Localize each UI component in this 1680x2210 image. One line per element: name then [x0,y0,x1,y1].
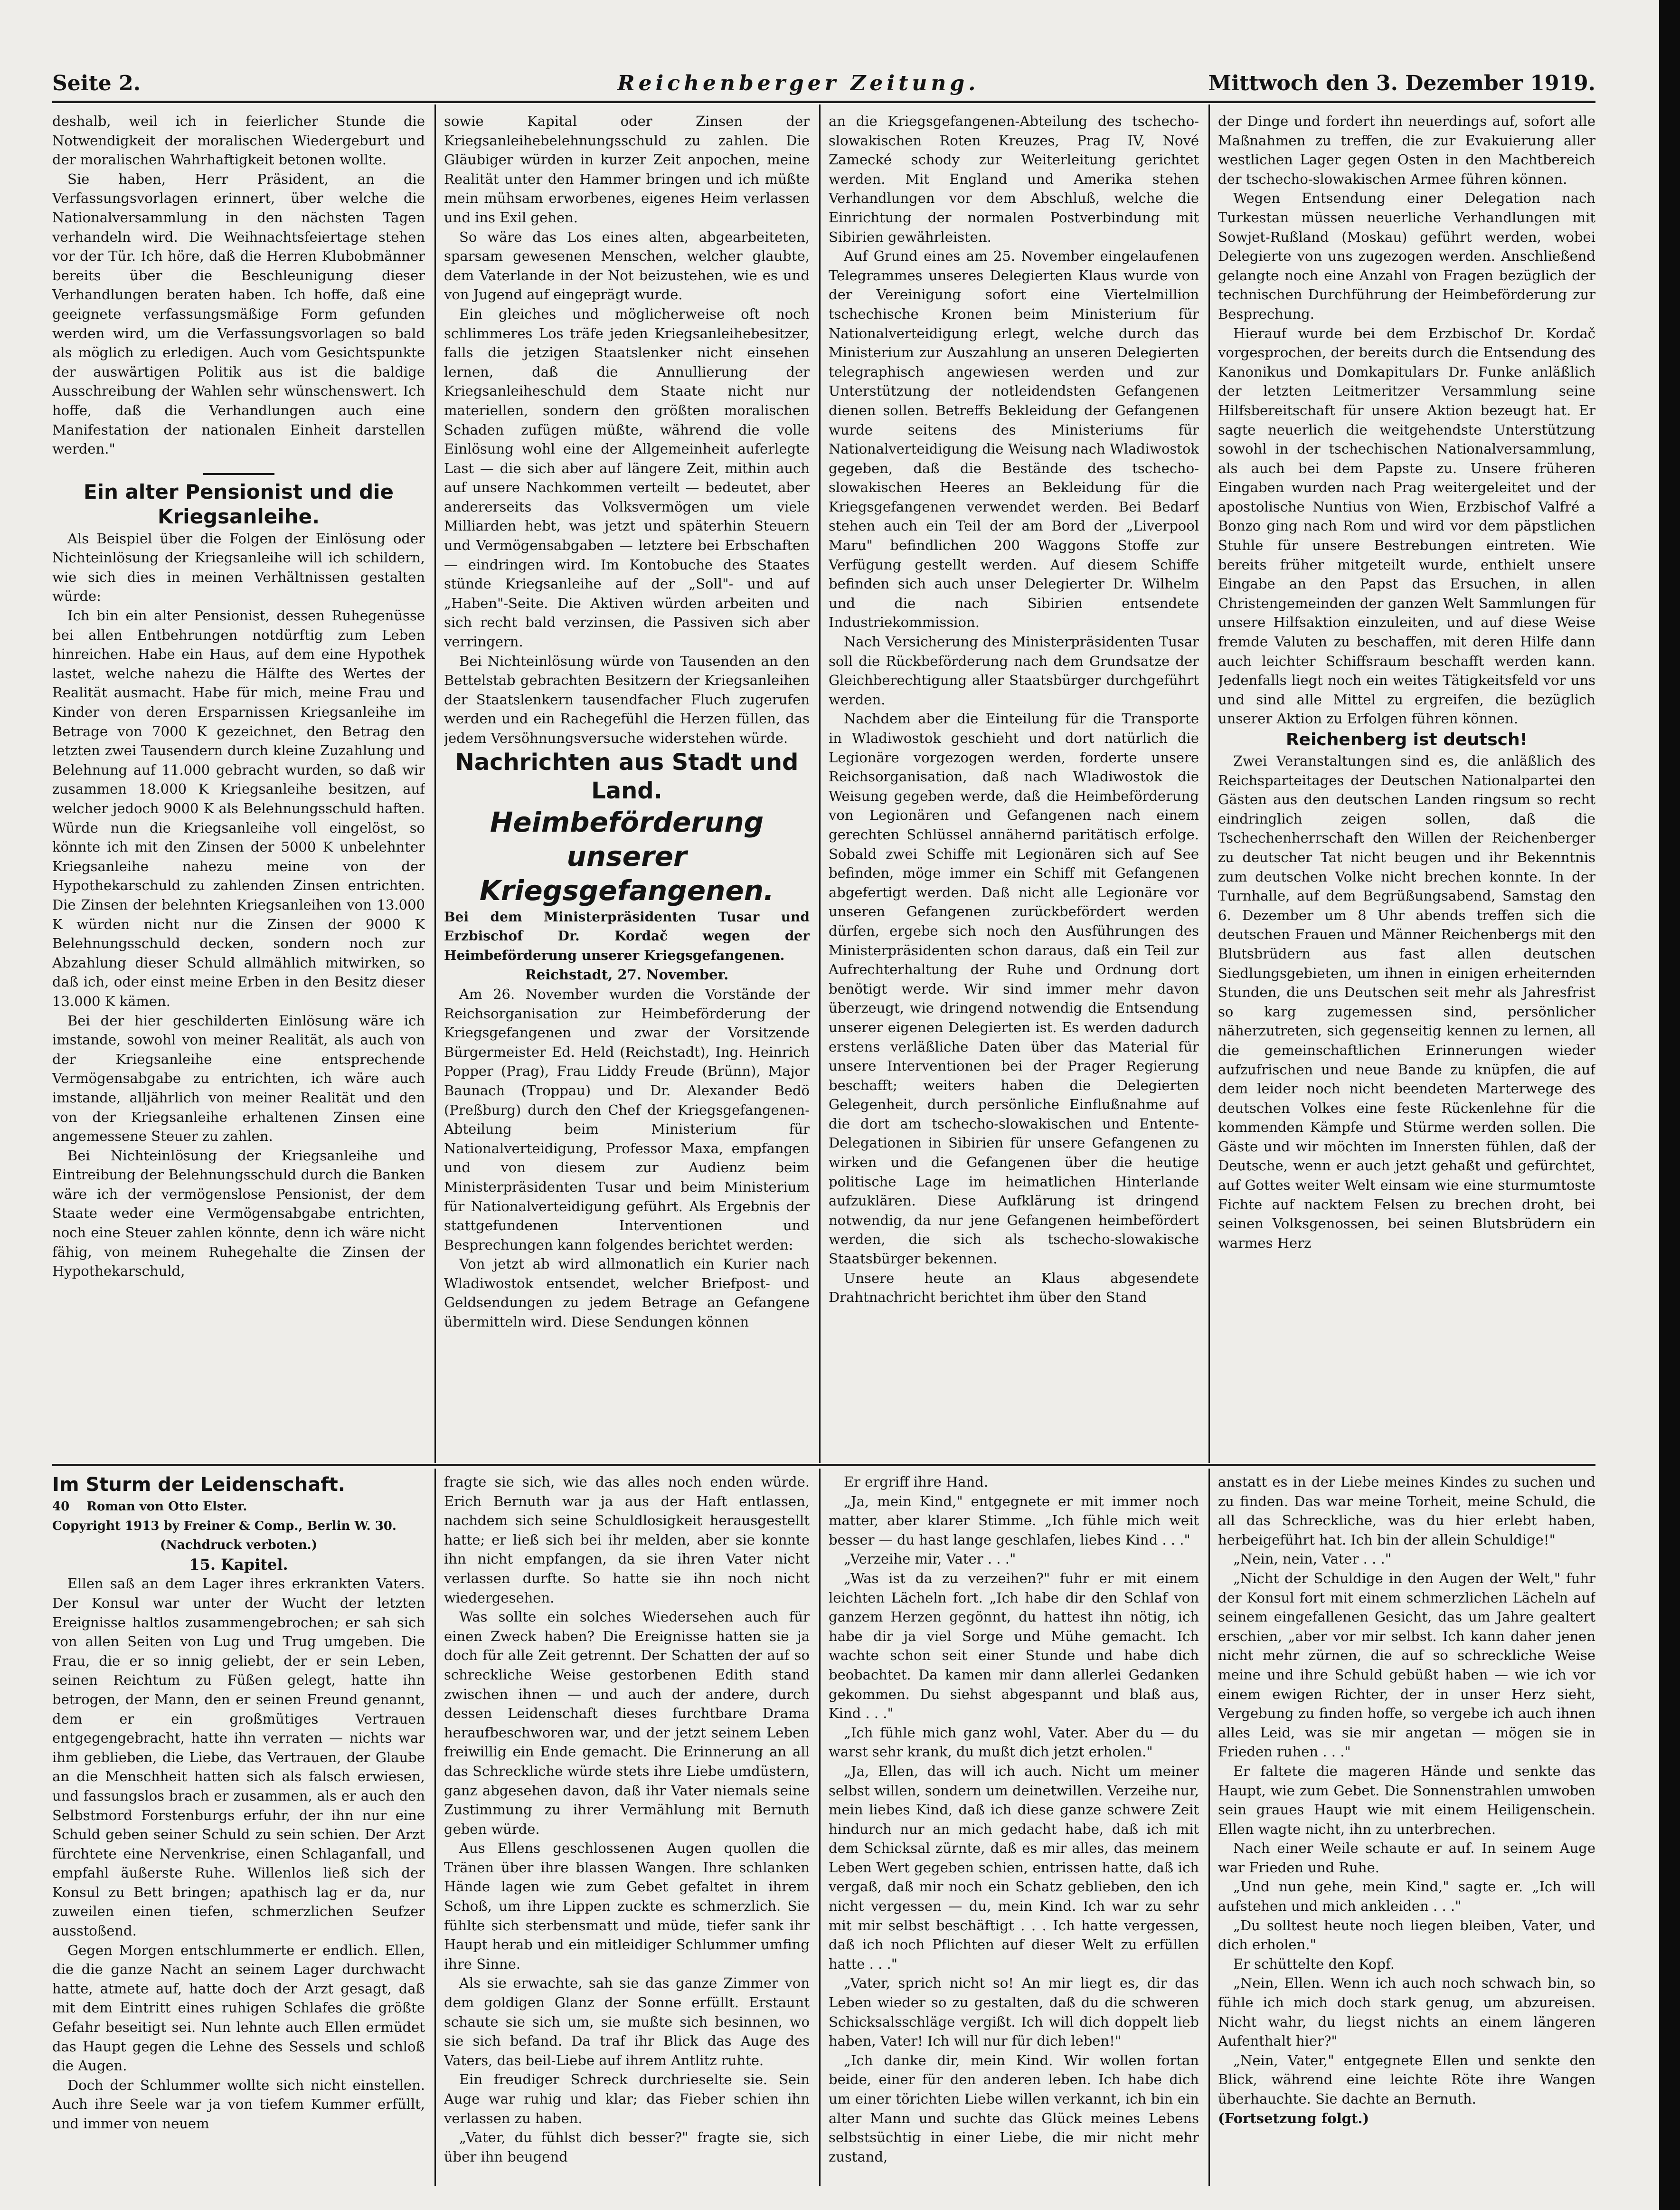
paragraph: „Du solltest heute noch liegen bleiben, Vater, und dich erholen." [1218,1917,1595,1953]
paragraph: Am 26. November wurden die Vorstände der Reichsorganisation zur Heimbeförderung der Kriegsgefangenen und zwar der Vorsitzende Bürgermeister Ed. Held (Reichstadt), Ing. Heinrich Popper (Prag), Frau Liddy Freude (Brünn), Major Baunach (Troppau) und Dr. Alexander Bedö (Preßburg) durch den Chef der Kriegsgefangenen-Abteilung beim Ministerium für Nationalverteidigung, Professor Maxa, empfangen und von diesem zur Audienz beim Ministerpräsidenten Tusar und beim Ministerium für Nationalverteidigung geführt. Als Ergebnis der stattgefundenen Interventionen und Besprechungen kann folgendes berichtet werden: [444,986,810,1253]
paragraph: Wegen Entsendung einer Delegation nach Turkestan müssen neuerliche Verhandlungen mit Sowjet-Rußland (Moskau) geführt werden, wobei Delegierte von uns zugezogen werden. Anschließend gelangte noch eine Anzahl von Fragen bezüglich der technischen Durchführung der Heimbeförderung zur Besprechung. [1218,190,1595,322]
paragraph: Sie haben, Herr Präsident, an die Verfassungsvorlagen erinnert, über welche die Nationalversammlung in den nächsten Tagen verhandeln wird. Die Weihnachtsfeiertage stehen vor der Tür. Ich höre, daß die Herren Klubobmänner bereits über die Beschleunigung dieser Verhandlungen beraten haben. Ich hoffe, daß eine geeignete verfassungsmäßige Form gefunden werden wird, um die Verfassungsvorlagen so bald als möglich zu erledigen. Auch vom Gesichtspunkte der auswärtigen Politik aus ist die baldige Ausschreibung der Wahlen sehr wünschenswert. Ich hoffe, daß die Verhandlungen auch eine Manifestation der nationalen Einheit darstellen werden." [52,171,425,457]
paragraph: Als Beispiel über die Folgen der Einlösung oder Nichteinlösung der Kriegsanleihe will ich schildern, wie sich dies in meinen Verhältnissen gestalten würde: [52,530,425,605]
paragraph: Auf Grund eines am 25. November eingelaufenen Telegrammes unseres Delegierten Klaus wurde von der Vereinigung sofort eine Viertelmillion tschechische Kronen beim Ministerium für Nationalverteidigung erlegt, welche durch das Ministerium zur Auszahlung an unseren Delegierten telegraphisch angewiesen werden und zur Unterstützung der notleidendsten Gefangenen dienen sollen. Betreffs Bekleidung der Gefangenen wurde seitens des Ministeriums für Nationalverteidigung die Weisung nach Wladiwostok gegeben, daß die Bestände des tschecho-slowakischen Heeres an Bekleidung für die Kriegsgefangenen verwendet werden. Bei Bedarf stehen auch ein Teil der am Bord der „Liverpool Maru" befindlichen 200 Waggons Stoffe zur Verfügung gestellt werden. Auf diesem Schiffe befinden sich auch unser Delegierter Dr. Wilhelm und die nach Sibirien entsendete Industriekommission. [829,248,1199,631]
paragraph: Er faltete die mageren Hände und senkte das Haupt, wie zum Gebet. Die Sonnenstrahlen umwoben sein graues Haupt wie mit einem Heiligenschein. Ellen wagte nicht, ihn zu unterbrechen. [1218,1763,1595,1837]
column-2 [444,112,810,1461]
paragraph: Zwei Veranstaltungen sind es, die anläßlich des Reichsparteitages der Deutschen Nationalpartei den Gästen aus den deutschen Landen ringsum so recht eindringlich zeigen sollen, daß die Tschechenherrschaft den Willen der Reichenberger zu deutscher Tat nicht beugen und ihr Bekenntnis zum deutschen Volke nicht brechen konnte. In der Turnhalle, auf dem Begrüßungsabend, Samstag den 6. Dezember um 8 Uhr abends treffen sich die deutschen Frauen und Männer Reichenbergs mit den Blutsbrüdern aus fast allen deutschen Siedlungsgebieten, um ihnen in einigen erheiternden Stunden, die uns Deutschen seit mehr als Jahresfrist so karg zugemessen sind, persönlicher näherzutreten, sich gegenseitig kennen zu lernen, all die gemeinschaftlichen Erinnerungen wieder aufzufrischen und neue Bande zu knüpfen, die auf dem leider noch nicht beendeten Marterwege des deutschen Volkes eine feste Rückenlehne für die kommenden Kämpfe und Stürme werden sollen. Die Gäste und wir möchten im Innersten fühlen, daß der Deutsche, wenn er auch jetzt gehaßt und gefürchtet, auf Gottes weiter Welt einsam wie eine sturmumtoste Fichte auf nacktem Felsen zu brechen droht, bei seinen Volksgenossen, bei seinen Blutsbrüdern ein warmes Herz [1218,753,1595,1251]
paragraph: „Ja, Ellen, das will ich auch. Nicht um meiner selbst willen, sondern um deinetwillen. Verzeihe nur, mein liebes Kind, daß ich diese ganze schwere Zeit hindurch nur an mich gedacht habe, daß ich mit dem Schicksal zürnte, daß es mir alles, das meinem Leben Wert gegeben schien, entrissen hatte, daß ich vergaß, daß mir noch ein Schatz geblieben, den ich nicht vergessen — du, mein Kind. Ich war zu sehr mit mir selbst beschäftigt . . . Ich hatte vergessen, daß ich noch Pflichten auf dieser Welt zu erfüllen hatte . . ." [829,1763,1199,1972]
paragraph: Ein gleiches und möglicherweise oft noch schlimmeres Los träfe jeden Kriegsanleihebesitzer, falls die jetzigen Staatslenker nicht einsehen lernen, daß die Annullierung der Kriegsanleiheschuld dem Staate nicht nur materiellen, sondern den größten moralischen Schaden zufügen müßte, während die volle Einlösung wohl eine der Allgemeinheit auferlegte Last — die sich aber auf längere Zeit, mithin auch auf unsere Nachkommen verteilt — bedeutet, aber andererseits das Volksvermögen um viele Milliarden hebt, was jetzt und späterhin Steuern und Vermögensabgaben — letztere bei Erbschaften — eindringen wird. Im Kontobuche des Staates stünde Kriegsanleihe auf der „Soll"- und auf „Haben"-Seite. Die Aktiven würden arbeiten und sich recht bald verzinsen, die Passiven sich aber verringern. [444,305,810,650]
paragraph: Als sie erwachte, sah sie das ganze Zimmer von dem goldigen Glanz der Sonne erfüllt. Erstaunt schaute sie sich um, sie mußte sich besinnen, wo sie sich befand. Da traf ihr Blick das Auge des Vaters, das beil-Liebe auf ihrem Antlitz ruhte. [444,1975,810,2068]
paragraph: „Nein, Ellen. Wenn ich auch noch schwach bin, so fühle ich mich doch stark genug, um abzureisen. Nicht wahr, du liegst nichts an einem längeren Aufenthalt hier?" [1218,1975,1595,2049]
paragraph: Ellen saß an dem Lager ihres erkrankten Vaters. Der Konsul war unter der Wucht der letzten Ereignisse haltlos zusammengebrochen; er sah sich von allen Seiten von Lug und Trug umgeben. Die Frau, die er so innig geliebt, der er sein Leben, seinen Reichtum zu Füßen gelegt, hatte ihn betrogen, der Mann, den er seinen Freund genannt, dem er ein großmütiges Vertrauen entgegengebracht, hatte ihn verraten — nichts war ihm geblieben, die Liebe, das Vertrauen, der Glaube an die Menschheit hatten sich als falsch erwiesen, und fassungslos brach er zusammen, als er auch den Selbstmord Forstenburgs erfuhr, der ihn nur eine Schuld geben seiner Schuld zu sein schien. Der Arzt fürchtete eine Nervenkrise, einen Schlaganfall, und empfahl äußerste Ruhe. Willenlos ließ sich der Konsul zu Bett bringen; apathisch lag er da, nur zuweilen einen tiefen, schmerzlichen Seufzer ausstoßend. [52,1575,425,1939]
installment-number: 40 [52,1499,70,1514]
paragraph: Ein freudiger Schreck durchrieselte sie. Sein Auge war ruhig und klar; das Fieber schien ihn verlassen zu haben. [444,2071,810,2126]
article-subheading: Bei dem Ministerpräsidenten Tusar und Erzbischof Dr. Kordač wegen der Heimbeförderung unserer Kriegsgefangenen. [444,909,810,963]
novel-column-2 [444,1472,810,2185]
column-divider [819,1469,821,2186]
dateline: Reichstadt, 27. November. [525,967,729,983]
paragraph: „Nein, nein, Vater . . ." [1233,1551,1392,1567]
novel-column-1 [52,1472,425,2185]
paragraph: Doch der Schlummer wollte sich nicht einstellen. Auch ihre Seele war ja von tiefem Kummer erfüllt, und immer von neuem [52,2077,425,2132]
paragraph: „Vater, du fühlst dich besser?" fragte sie, sich über ihn beugend [444,2129,810,2165]
paragraph: Was sollte ein solches Wiedersehen auch für einen Zweck haben? Die Ereignisse hatten sie ja doch für alle Zeit getrennt. Der Schatten der auf so schreckliche Weise gestorbenen Edith stand zwischen ihnen — und auch der andere, durch dessen Leidenschaft dieses furchtbare Drama heraufbeschworen war, und der jetzt seinem Leben freiwillig ein Ende gemacht. Die Erinnerung an all das Schreckliche würde stets ihre Liebe umdüstern, ganz abgesehen davon, daß ihr Vater niemals seine Zustimmung zu ihrer Vermählung mit Bernuth geben würde. [444,1609,810,1837]
paragraph: „Ja, mein Kind," entgegnete er mit immer noch matter, aber klarer Stimme. „Ich fühle mich weit besser — du hast lange geschlafen, liebes Kind . . ." [829,1493,1199,1548]
paragraph: Bei Nichteinlösung der Kriegsanleihe und Eintreibung der Belehnungsschuld durch die Banken wäre ich der vermögenslose Pensionist, der dem Staate weder eine Vermögensabgabe entrichten, noch eine Steuer zahlen könnte, denn ich wäre nicht fähig, von meinem Ruhegehalte die Zinsen der Hypothekarschuld, [52,1147,425,1280]
feuilleton-rule [52,1464,1595,1466]
article-headline: Ein alter Pensionist und die Kriegsanleihe. [83,480,394,528]
paragraph: sowie Kapital oder Zinsen der Kriegsanleihebelehnungsschuld zu zahlen. Die Gläubiger würden in kurzer Zeit anpochen, meine Realität unter den Hammer bringen und ich müßte mein mühsam erworbenes, eigenes Heim verlassen und ins Exil gehen. [444,113,810,226]
paragraph: deshalb, weil ich in feierlicher Stunde die Notwendigkeit der moralischen Wiedergeburt und der moralischen Wahrhaftigkeit betonen wollte. [52,113,425,168]
column-divider [434,1469,436,2186]
column-3 [829,112,1199,1461]
paragraph: Er schüttelte den Kopf. [1233,1955,1395,1972]
paragraph: Bei der hier geschilderten Einlösung wäre ich imstande, sowohl von meiner Realität, als auch von der Kriegsanleihe eine entsprechende Vermögensabgabe zu entrichten, ich wäre auch imstande, alljährlich von meiner Realität und den von der Kriegsanleihe erhaltenen Zinsen eine angemessene Steuer zu zahlen. [52,1012,425,1145]
copyright-line: Copyright 1913 by Freiner & Comp., Berlin W. 30. [52,1518,396,1533]
novel-column-4 [1218,1472,1595,2185]
paragraph: anstatt es in der Liebe meines Kindes zu suchen und zu finden. Das war meine Torheit, meine Schuld, die all das Schreckliche, was du hier erlebt haben, herbeigeführt hat. Ich bin der allein Schuldige!" [1218,1474,1595,1548]
paragraph: Bei Nichteinlösung würde von Tausenden an den Bettelstab gebrachten Besitzern der Kriegsanleihen der Staatslenkern tausendfacher Fluch zugerufen werden und ein Rachegefühl die Herzen füllen, das jedem Versöhnungsversuche widerstehen würde. [444,653,810,746]
column-4 [1218,112,1595,1461]
paragraph: fragte sie sich, wie das alles noch enden würde. Erich Bernuth war ja aus der Haft entlassen, nachdem sich seine Schuldlosigkeit herausgestellt hatte; er ließ sich bei ihr melden, aber sie konnte ihn nicht empfangen, da sie ihren Vater nicht verlassen durfte. So hatte sie ihn noch nicht wiedergesehen. [444,1474,810,1606]
scan-margin-bar [1659,0,1680,2210]
page-header [52,71,1595,104]
paragraph: „Und nun gehe, mein Kind," sagte er. „Ich will aufstehen und mich ankleiden . . ." [1218,1878,1595,1915]
novel-title: Im Sturm der Leidenschaft. [52,1474,345,1496]
paragraph: So wäre das Los eines alten, abgearbeiteten, sparsam gewesenen Menschen, welcher glaubte, dem Vaterlande in der Not beizustehen, wie es und von Jugend auf eingeprägt wurde. [444,228,810,303]
column-1 [52,112,425,1461]
section-rule [203,473,274,475]
column-divider [1208,1469,1210,2186]
paragraph: „Ich fühle mich ganz wohl, Vater. Aber du — du warst sehr krank, du mußt dich jetzt erholen." [829,1724,1199,1760]
paragraph: „Verzeihe mir, Vater . . ." [844,1551,1016,1567]
paragraph: an die Kriegsgefangenen-Abteilung des tschecho-slowakischen Roten Kreuzes, Prag IV, Nové Zamecké schody zur Weiterleitung gerichtet werden. Mit England und Amerika stehen Verhandlungen vor dem Abschluß, welche die Einrichtung der normalen Postverbindung mit Sibirien gewährleisten. [829,113,1199,245]
paragraph: der Dinge und fordert ihn neuerdings auf, sofort alle Maßnahmen zu treffen, die zur Evakuierung aller westlichen Lager gegen Osten in den Machtbereich der tschecho-slowakischen Armee führen können. [1218,113,1595,187]
page-number: Seite 2. [52,71,141,95]
newspaper-title: Reichenberger Zeitung. [617,71,980,95]
header-rule [52,101,1595,103]
paragraph: „Vater, sprich nicht so! An mir liegt es, dir das Leben wieder so zu gestalten, daß du die schweren Schicksalsschläge vergißt. Ich will dich doppelt lieb haben, Vater! Ich will nur für dich leben!" [829,1975,1199,2049]
paragraph: Unsere heute an Klaus abgesendete Drahtnachricht berichtet ihm über den Stand [829,1270,1199,1306]
paragraph: Nach Versicherung des Ministerpräsidenten Tusar soll die Rückbeförderung nach dem Grundsatze der Gleichberechtigung aller Staatsbürger durchgeführt werden. [829,634,1199,708]
paragraph: Hierauf wurde bei dem Erzbischof Dr. Kordač vorgesprochen, der bereits durch die Entsendung des Kanonikus und Domkapitulars Dr. Funke anläßlich der letzten Leitmeritzer Versammlung seine Hilfsbereitschaft für unsere Aktion bezeugt hat. Er sagte neuerlich die weitgehendste Unterstützung sowohl in der tschechischen Nationalversammlung, als auch bei dem Papste zu. Unsere früheren Eingaben wurden nach Prag weitergeleitet und der apostolische Nuntius von Wien, Erzbischof Valfré a Bonzo ging nach Rom und wird vor dem päpstlichen Stuhle für unsere Bestrebungen eintreten. Wie bereits früher mitgeteilt wurde, enthielt unsere Eingabe an den Papst das Ersuchen, in allen Christengemeinden der ganzen Welt Sammlungen für unsere Hilfsaktion einzuleiten, und auf diese Weise fremde Valuten zu beschaffen, mit deren Hilfe dann auch leichter Schiffsraum beschafft werden kann. Jedenfalls liegt noch ein weites Tätigkeitsfeld vor uns und sind alle Mittel zu ergreifen, die bezüglich unserer Aktion zu Erfolgen führen können. [1218,325,1595,727]
issue-date: Mittwoch den 3. Dezember 1919. [1208,71,1595,95]
chapter-heading: 15. Kapitel. [189,1555,288,1574]
paragraph: Gegen Morgen entschlummerte er endlich. Ellen, die die ganze Nacht an seinem Lager durchwacht hatte, atmete auf, hatte doch der Arzt gesagt, daß mit dem Eintritt eines ruhigen Schlafes die größte Gefahr beseitigt sei. Nun lehnte auch Ellen ermüdet das Haupt gegen die Lehne des Sessels und schloß die Augen. [52,1942,425,2074]
paragraph: Nachdem aber die Einteilung für die Transporte in Wladiwostok geschieht und dort natürlich die Legionäre vorgezogen werden, forderte unsere Reichsorganisation, daß nach Wladiwostok die Weisung gegeben werde, daß die Heimbeförderung von Legionären und Gefangenen nach einem gerechten Schlüssel annähernd paritätisch erfolge. Sobald zwei Schiffe mit Legionären sich auf See befinden, möge immer ein Schiff mit Gefangenen abgefertigt werden. Daß nicht alle Legionäre vor unseren Gefangenen zurückbefördert werden dürfen, ergebe sich noch den Ausführungen des Ministerpräsidenten schon daraus, daß ein Teil zur Aufrechterhaltung der Ruhe und Ordnung dort benötigt werde. Wir sind immer mehr davon überzeugt, wie dringend notwendig die Entsendung unserer eigenen Delegierten ist. Es werden dadurch erstens verläßliche Daten über das Material für unsere Interventionen bei der Prager Regierung beschafft; weiters haben die Delegierten Gelegenheit, durch persönliche Einflußnahme auf die dort am tschecho-slowakischen und Entente-Delegationen in Sibirien für unsere Gefangenen zu wirken und die Gefangenen über die heutige politische Lage im heimatlichen Hinterlande aufzuklären. Diese Aufklärung ist dringend notwendig, da nur jene Gefangenen heimbefördert werden, die sich als tschecho-slowakische Staatsbürger bekennen. [829,711,1199,1267]
article-headline: Heimbeförderung unserer Kriegsgefangenen. [479,806,774,907]
continuation-notice: (Fortsetzung folgt.) [1218,2110,1369,2126]
paragraph: Von jetzt ab wird allmonatlich ein Kurier nach Wladiwostok entsendet, welcher Briefpost- und Geldsendungen zu jedem Betrage an Gefangene übermitteln wird. Diese Sendungen können [444,1256,810,1330]
paragraph: „Ich danke dir, mein Kind. Wir wollen fortan beide, einer für den anderen leben. Ich habe dich um einer törichten Liebe willen verkannt, ich bin ein alter Mann und suchte das Glück meines Lebens selbstsüchtig in einer Liebe, die mir nicht mehr zustand, [829,2052,1199,2165]
column-divider [819,104,821,1463]
paragraph: Ich bin ein alter Pensionist, dessen Ruhegenüsse bei allen Entbehrungen notdürftig zum Leben hinreichen. Habe ein Haus, auf dem eine Hypothek lastet, welche nahezu die Hälfte des Wertes der Realität ausmacht. Habe für mich, meine Frau und Kinder von deren Ersparnissen Kriegsanleihe im Betrage von 7000 K gezeichnet, den Betrag den letzten zwei Tausendern durch kleine Zuzahlung und Belehnung auf 11.000 gebracht wurden, so daß wir zusammen 18.000 K Kriegsanleihe besitzen, auf welcher jedoch 9000 K als Belehnungsschuld haften. Würde nun die Kriegsanleihe voll eingelöst, so könnte ich mit den Zinsen der 5000 K unbelehnter Kriegsanleihe nahezu meine von der Hypothekarschuld zu zahlenden Zinsen entrichten. Die Zinsen der belehnten Kriegsanleihen von 13.000 K würden nicht nur die Zinsen der 9000 K Belehnungsschuld decken, sondern noch zur Abzahlung dieser Schuld allmählich mitwirken, so daß ich, oder einst meine Erben in den Besitz dieser 13.000 K kämen. [52,607,425,1009]
paragraph: „Nicht der Schuldige in den Augen der Welt," fuhr der Konsul fort mit einem schmerzlichen Lächeln auf seinem eingefallenen Gesicht, das um Jahre gealtert erschien, „aber vor mir selbst. Ich kann daher jenen nicht mehr zürnen, die auf so schreckliche Weise meine und ihre Schuld gebüßt haben — wie ich vor einem ewigen Richter, der in unser Herz sieht, Vergebung zu finden hoffe, so vergebe ich auch ihnen alles Leid, was sie mir angetan — mögen sie in Frieden ruhen . . ." [1218,1570,1595,1760]
article-headline: Reichenberg ist deutsch! [1285,730,1528,749]
paragraph: Nach einer Weile schaute er auf. In seinem Auge war Frieden und Ruhe. [1218,1840,1595,1876]
novel-byline: Roman von Otto Elster. [86,1499,247,1514]
column-divider [434,104,436,1463]
section-headline: Nachrichten aus Stadt und Land. [455,749,799,804]
novel-meta [52,1497,425,1517]
paragraph: Aus Ellens geschlossenen Augen quollen die Tränen über ihre blassen Wangen. Ihre schlanken Hände lagen wie zum Gebet gefaltet in ihrem Schoß, um ihre Lippen zuckte es schmerzlich. Sie fühlte sich sterbensmatt und müde, tiefer sank ihr Haupt herab und ein mitleidiger Schlummer umfing ihre Sinne. [444,1840,810,1972]
reprint-notice: (Nachdruck verboten.) [160,1538,317,1553]
column-divider [1208,104,1210,1463]
paragraph: „Was ist da zu verzeihen?" fuhr er mit einem leichten Lächeln fort. „Ich habe dir den Schlaf von ganzem Herzen gegönnt, du hattest ihn nötig, ich habe dir ja viel Sorge und Mühe gemacht. Ich wachte schon seit einer Stunde und habe dich beobachtet. Da kamen mir dann allerlei Gedanken gekommen. Du siehst abgespannt und blaß aus, Kind . . ." [829,1570,1199,1722]
novel-column-3 [829,1472,1199,2185]
paragraph: Er ergriff ihre Hand. [844,1474,989,1490]
paragraph: „Nein, Vater," entgegnete Ellen und senkte den Blick, während eine leichte Röte ihre Wangen überhauchte. Sie dachte an Bernuth. [1218,2052,1595,2107]
